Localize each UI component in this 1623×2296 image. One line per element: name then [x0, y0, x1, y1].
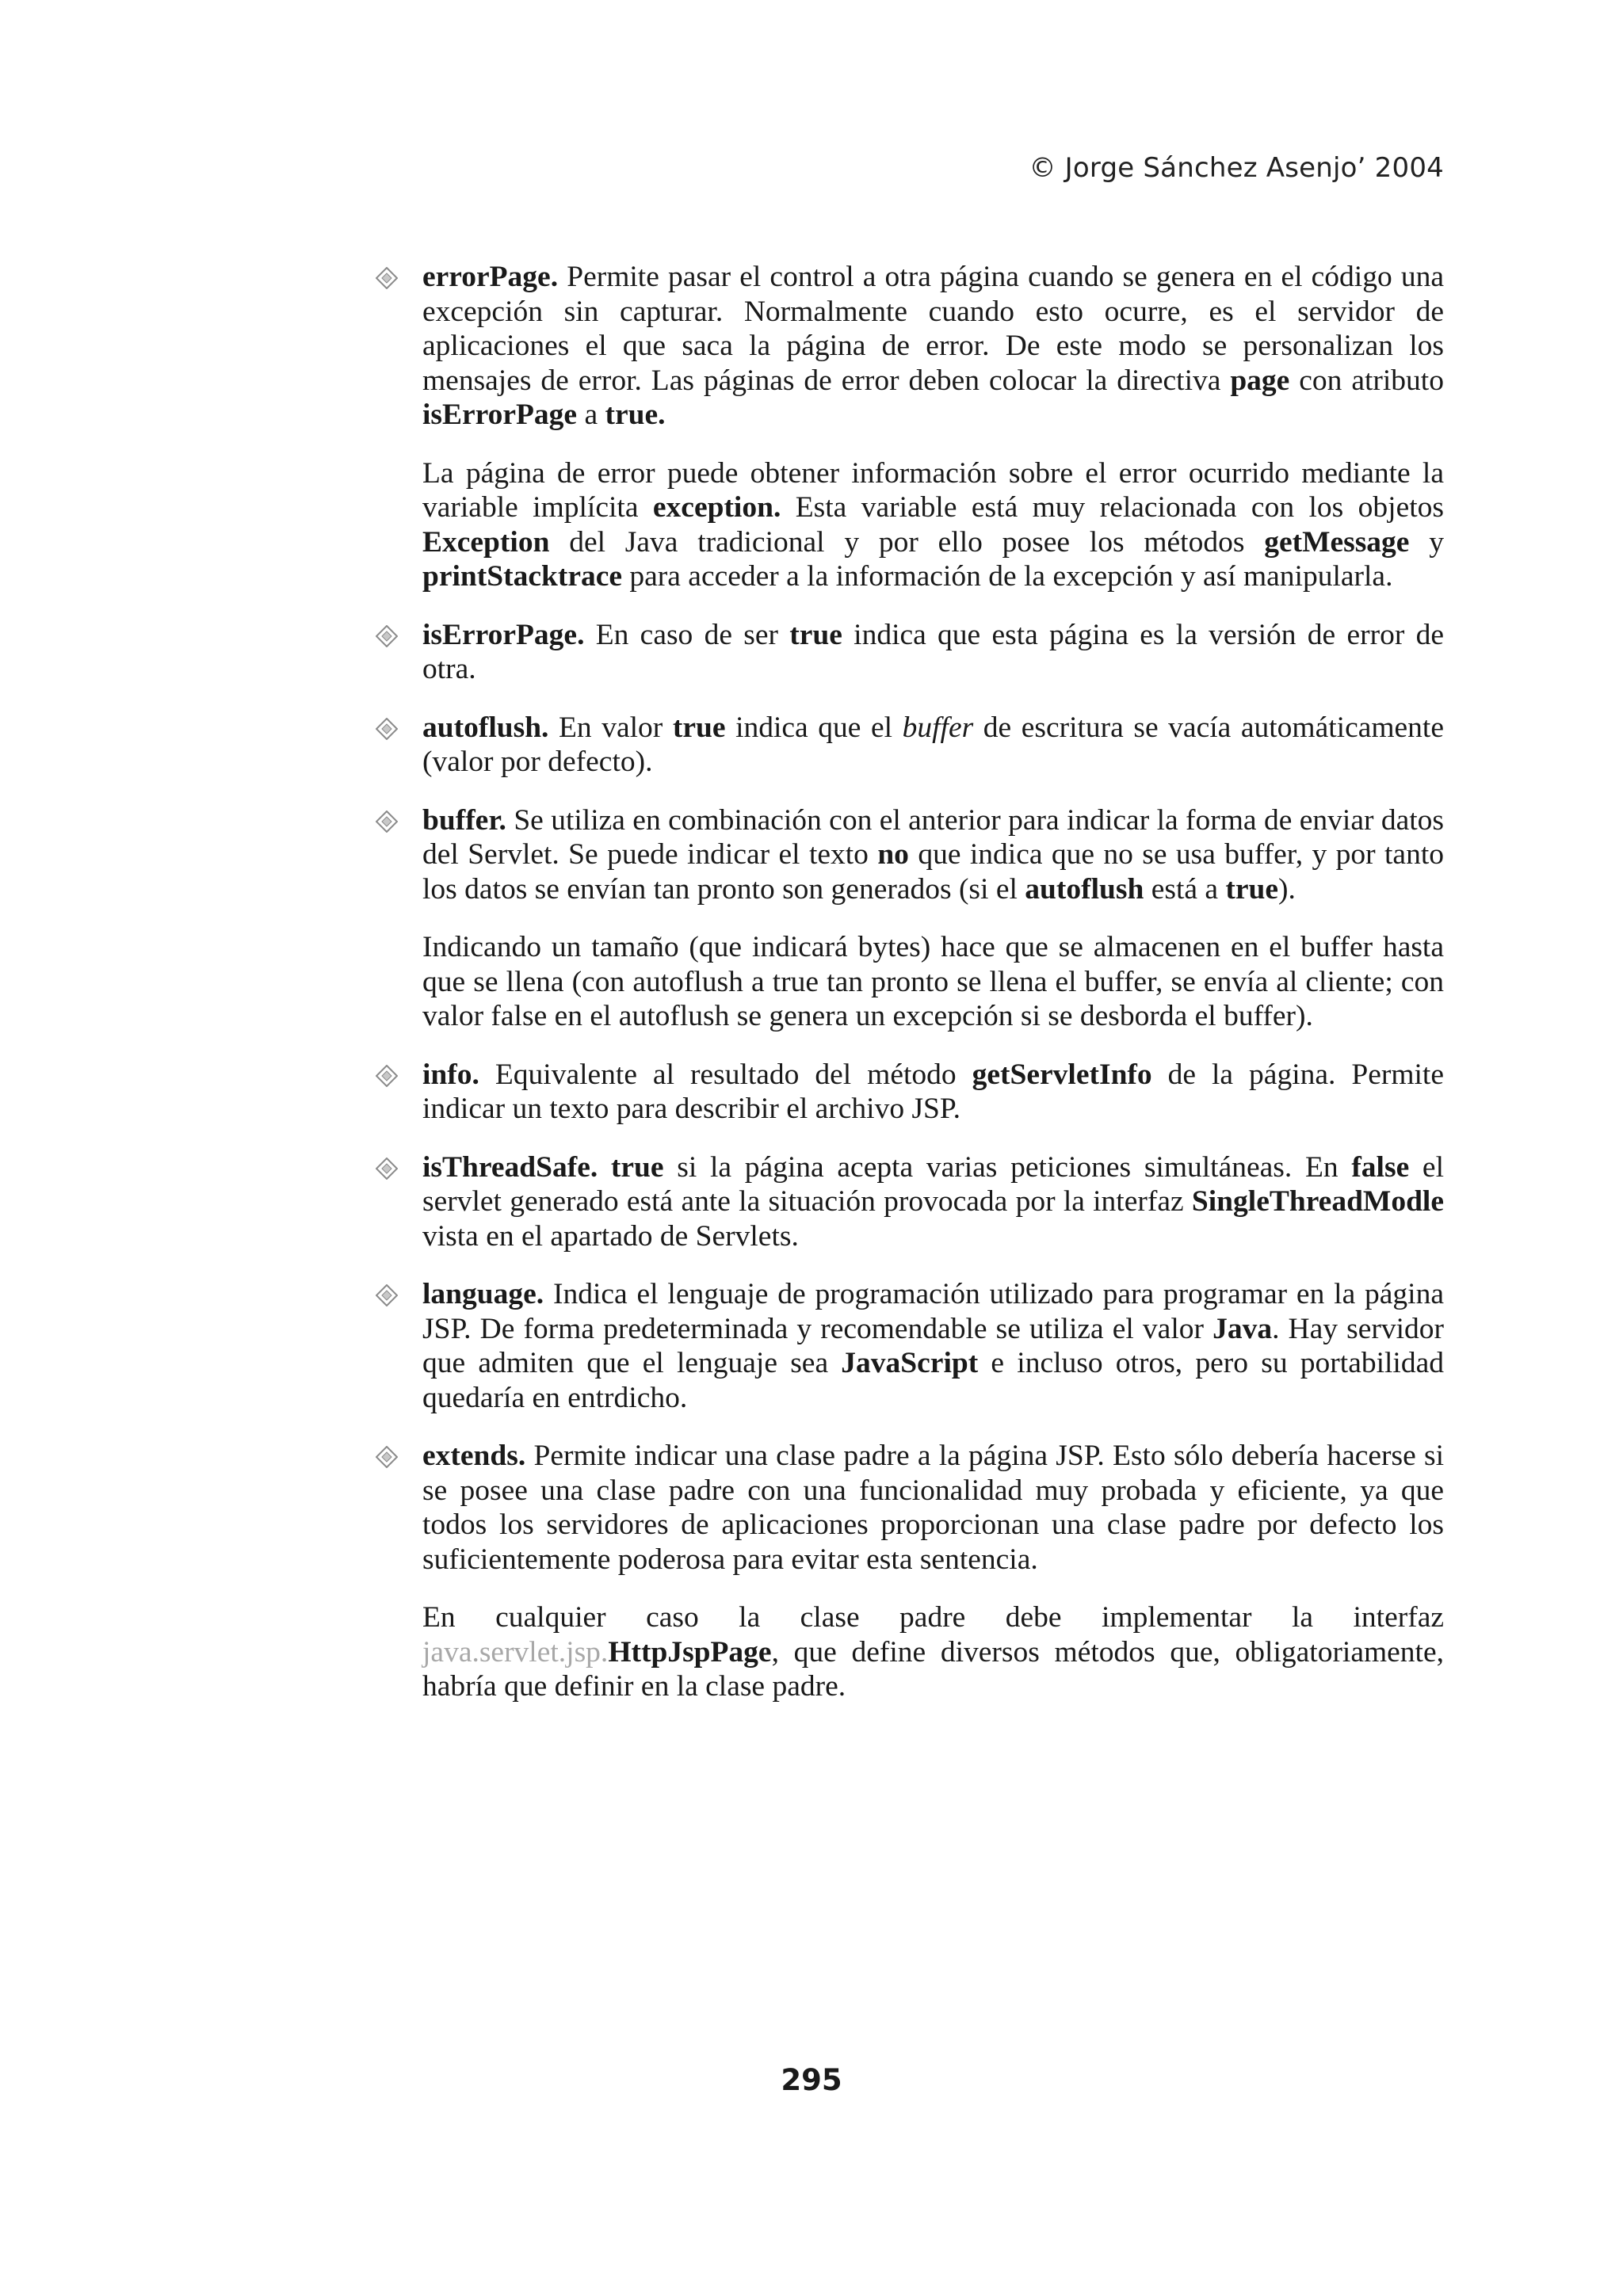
bold-term: false	[1351, 1150, 1410, 1184]
list-item-isThreadSafe	[376, 1150, 1444, 1254]
text-run: el servlet generado está ante la situación provocada por la interfaz	[422, 1150, 1444, 1218]
text-run: si la página acepta varias peticiones simultáneas. En	[663, 1150, 1352, 1184]
list-item-info	[376, 1058, 1444, 1127]
text-run	[598, 1151, 611, 1184]
text-run: está a	[1144, 872, 1226, 906]
diamond-bullet-icon	[376, 1446, 398, 1468]
bold-term: errorPage.	[422, 261, 559, 293]
bold-term: JavaScript	[841, 1347, 979, 1379]
text-run: Permite indicar una clase padre a la página JSP. Esto sólo debería hacerse si se posee una clase padre con una funcionalidad muy probada y eficiente, ya que todos los servidores de aplicaciones proporcionan una clase padre por defecto los suficientemente poderosa para evitar esta sentencia.	[422, 1440, 1444, 1576]
text-run: Esta variable está muy relacionada con los objetos	[781, 491, 1445, 524]
paragraph	[422, 803, 1444, 907]
list-item-extends	[376, 1439, 1444, 1704]
document-body	[376, 260, 1444, 1728]
bold-term: language.	[422, 1278, 544, 1310]
list-item-errorPage	[376, 260, 1444, 594]
bold-term: true	[610, 1150, 664, 1184]
bold-term: no	[877, 838, 909, 871]
paragraph	[422, 711, 1444, 780]
text-run: indica que el	[725, 711, 903, 744]
text-run: con atributo	[1289, 364, 1444, 397]
list-item-language	[376, 1277, 1444, 1415]
diamond-bullet-icon	[376, 1158, 398, 1180]
paragraph	[422, 260, 1444, 433]
text-run: Indicando un tamaño (que indicará bytes) hace que se almacenen en el buffer hasta que se llena (con autoflush a true tan pronto se llena el buffer, se envía al cliente; con valor false en el autoflush se genera un excepción si se desborda el buffer).	[422, 931, 1444, 1032]
paragraph	[422, 1277, 1444, 1415]
diamond-bullet-icon	[376, 718, 398, 740]
diamond-bullet-icon	[376, 1284, 398, 1306]
text-run: Permite pasar el control a otra página cuando se genera en el código una excepción sin capturar. Normalmente cuando esto ocurre, es el servidor de aplicaciones el que saca la página de error. De este modo se personalizan los mensajes de error. Las páginas de error deben colocar la directiva	[422, 261, 1444, 397]
text-run: java.servlet.jsp.	[422, 1635, 609, 1669]
bold-term: autoflush.	[422, 711, 549, 744]
bold-term: getServletInfo	[972, 1058, 1152, 1091]
bold-term: info.	[422, 1058, 479, 1091]
text-run: Equivalente al resultado del método	[479, 1058, 972, 1091]
text-run: . Hay servidor que admiten que el lenguaje sea	[422, 1312, 1445, 1379]
text-run: e incluso otros, pero su portabilidad quedaría en entrdicho.	[422, 1347, 1444, 1414]
bold-term: Java	[1212, 1312, 1273, 1345]
text-run: indica que esta página es la versión de error de otra.	[422, 618, 1444, 685]
text-run: Indica el lenguaje de programación utilizado para programar en la página JSP. De forma predeterminada y recomendable se utiliza el valor	[422, 1278, 1444, 1345]
text-run: ).	[1278, 872, 1296, 906]
bold-term: buffer.	[422, 803, 506, 837]
text-run: de la página. Permite indicar un texto para describir el archivo JSP.	[422, 1058, 1444, 1125]
bold-term: true	[1225, 872, 1279, 906]
paragraph	[422, 930, 1444, 1034]
paragraph	[422, 1600, 1444, 1704]
text-run: de escritura se vacía automáticamente (valor por defecto).	[422, 711, 1444, 778]
paragraph	[422, 1439, 1444, 1577]
text-run: Se utiliza en combinación con el anterior para indicar la forma de enviar datos del Servlet. Se puede indicar el texto	[422, 803, 1444, 871]
diamond-bullet-icon	[376, 625, 398, 647]
bold-term: true	[789, 618, 842, 651]
text-run: En valor	[548, 711, 673, 744]
text-run: del Java tradicional y por ello posee los métodos	[549, 525, 1265, 559]
diamond-bullet-icon	[376, 267, 398, 289]
bold-term: SingleThreadModle	[1191, 1185, 1444, 1218]
text-run: En cualquier caso la clase padre debe implementar la interfaz	[422, 1601, 1444, 1634]
list-item-isErrorPage	[376, 618, 1444, 687]
bold-term: autoflush	[1025, 872, 1144, 906]
bold-term: isThreadSafe.	[422, 1150, 598, 1184]
bold-term: getMessage	[1264, 525, 1410, 559]
text-run: que indica que no se usa buffer, y por tanto los datos se envían tan pronto son generados (si el	[422, 838, 1444, 906]
text-run: a	[577, 399, 605, 431]
diamond-bullet-icon	[376, 810, 398, 833]
bold-term: HttpJspPage	[608, 1635, 772, 1669]
bold-term: true.	[605, 399, 666, 431]
bold-term: true	[672, 711, 726, 744]
text-run: y	[1409, 525, 1444, 559]
text-run: vista en el apartado de Servlets.	[422, 1219, 799, 1253]
paragraph	[422, 618, 1444, 687]
paragraph	[422, 1058, 1444, 1127]
italic-term: buffer	[902, 711, 974, 744]
text-run: La página de error puede obtener información sobre el error ocurrido mediante la variable implícita	[422, 456, 1444, 524]
bold-term: isErrorPage	[422, 399, 578, 431]
bold-term: page	[1230, 364, 1290, 397]
paragraph	[422, 456, 1444, 594]
text-run: En caso de ser	[584, 618, 790, 651]
list-item-autoflush	[376, 711, 1444, 780]
bold-term: printStacktrace	[422, 560, 623, 593]
bold-term: extends.	[422, 1440, 526, 1472]
bold-term: isErrorPage.	[422, 618, 585, 651]
text-run: para acceder a la información de la excepción y así manipularla.	[622, 560, 1393, 593]
bold-term: Exception	[422, 525, 550, 559]
page-number: 295	[781, 2063, 842, 2097]
list-item-buffer	[376, 803, 1444, 1034]
paragraph	[422, 1150, 1444, 1254]
text-run: , que define diversos métodos que, obligatoriamente, habría que definir en la clase padre.	[422, 1635, 1444, 1703]
bold-term: exception.	[652, 491, 781, 524]
page-header-copyright: © Jorge Sánchez Asenjo’ 2004	[1029, 152, 1444, 184]
diamond-bullet-icon	[376, 1065, 398, 1087]
